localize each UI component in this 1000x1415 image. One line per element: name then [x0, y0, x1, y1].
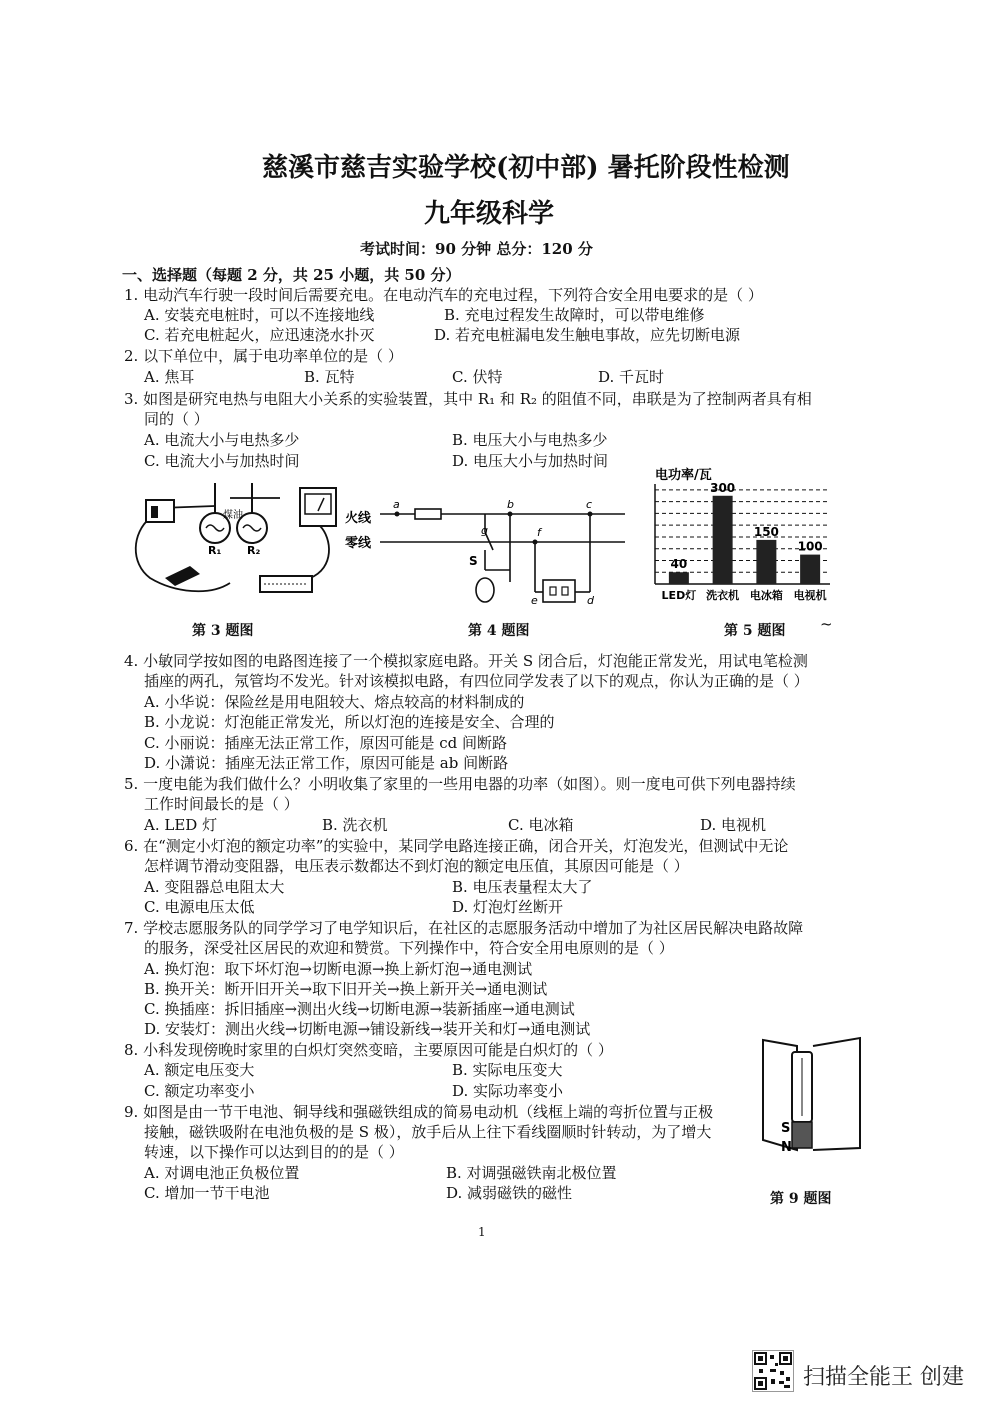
fig5-category-label: LED灯 [661, 589, 697, 602]
q5-option-b: B. 洗衣机 [322, 816, 388, 834]
fig9-motor [755, 1030, 870, 1160]
fig9-label-n: N [781, 1140, 792, 1155]
q9-stem-line1: 9. 如图是由一节干电池、铜导线和强磁铁组成的简易电动机（线框上端的弯折位置与正极 [124, 1103, 714, 1121]
q8-option-c: C. 额定功率变小 [144, 1082, 255, 1100]
q1-option-a: A. 安装充电桩时，可以不连接地线 [144, 306, 375, 324]
fig4-label-c: c [586, 498, 593, 511]
q3-stem-line1: 3. 如图是研究电热与电阻大小关系的实验装置，其中 R₁ 和 R₂ 的阻值不同，串联是为了控制两者具有相 [124, 390, 812, 408]
q6-option-b: B. 电压表量程太大了 [452, 878, 593, 896]
q4-option-b: B. 小龙说：灯泡能正常发光，所以灯泡的连接是安全、合理的 [144, 713, 555, 731]
q3-option-b: B. 电压大小与电热多少 [452, 431, 608, 449]
fig9-caption: 第 9 题图 [770, 1191, 832, 1207]
q6-stem-line2: 怎样调节滑动变阻器，电压表示数都达不到灯泡的额定电压值，其原因可能是（ ） [144, 857, 689, 875]
fig5-category-label: 电视机 [793, 589, 827, 602]
section-title: 一、选择题（每题 2 分，共 25 小题，共 50 分） [122, 266, 461, 284]
fig4-live-wire-label: 火线 [345, 511, 372, 526]
fig5-y-axis-label: 电功率/瓦 [655, 468, 712, 483]
q6-option-a: A. 变阻器总电阻太大 [144, 878, 285, 896]
q5-stem-line2: 工作时间最长的是（ ） [144, 795, 299, 813]
fig5-value-labels [671, 481, 823, 571]
fig4-node-a [395, 512, 400, 517]
fig3-caption: 第 3 题图 [192, 623, 254, 639]
fig4-switch-label: S [469, 554, 478, 568]
fig4-socket [543, 580, 575, 602]
fig3-switch [165, 566, 200, 586]
fig5-value-label: 40 [670, 557, 688, 572]
q4-option-d: D. 小潇说：插座无法正常工作，原因可能是 ab 间断路 [144, 754, 509, 772]
fig9-magnet [792, 1122, 812, 1148]
q6-option-c: C. 电源电压太低 [144, 898, 255, 916]
qr-code-pattern [753, 1351, 793, 1391]
fig5-bar-chart [645, 462, 840, 607]
q7-stem-line1: 7. 学校志愿服务队的同学学习了电学知识后，在社区的志愿服务活动中增加了为社区居民解决电路故障 [124, 919, 804, 937]
q8-stem: 8. 小科发现傍晚时家里的白炽灯突然变暗，主要原因可能是白炽灯的（ ） [124, 1041, 613, 1059]
fig3-circuit [120, 478, 350, 608]
q4-stem-line2: 插座的两孔，氖管均不发光。针对该模拟电路，有四位同学发表了以下的观点，你认为正确的是（ ） [144, 672, 809, 690]
fig4-caption: 第 4 题图 [468, 623, 530, 639]
fig5-caption: 第 5 题图 [724, 623, 786, 639]
q9-option-a: A. 对调电池正负极位置 [144, 1164, 300, 1182]
fig4-neutral-wire-label: 零线 [345, 536, 372, 551]
fig5-value-label: 150 [753, 524, 779, 539]
fig4-label-e: e [531, 594, 538, 607]
q8-option-b: B. 实际电压变大 [452, 1061, 563, 1079]
fig3-battery [146, 500, 174, 522]
q2-option-b: B. 瓦特 [304, 368, 355, 386]
q1-stem: 1. 电动汽车行驶一段时间后需要充电。在电动汽车的充电过程，下列符合安全用电要求的是（ ） [124, 286, 763, 304]
fig4-label-b: b [507, 498, 514, 511]
q5-option-d: D. 电视机 [700, 816, 767, 834]
fig3-label-r2: R₂ [247, 544, 261, 557]
qr-code [752, 1350, 794, 1392]
q4-stem-line1: 4. 小敏同学按如图的电路图连接了一个模拟家庭电路。开关 S 闭合后，灯泡能正常发光，用试电笔检测 [124, 652, 808, 670]
q9-stem-line3: 转速，以下操作可以达到目的的是（ ） [144, 1143, 404, 1161]
subject-title: 九年级科学 [424, 199, 555, 229]
q2-stem: 2. 以下单位中，属于电功率单位的是（ ） [124, 347, 403, 365]
fig5-bar [800, 555, 820, 584]
q9-option-c: C. 增加一节干电池 [144, 1184, 270, 1202]
fig5-category-label: 洗衣机 [706, 589, 740, 602]
fig5-bar [756, 540, 776, 584]
fig4-circuit [345, 492, 630, 612]
q6-stem-line1: 6. 在“测定小灯泡的额定功率”的实验中，某同学电路连接正确，闭合开关，灯泡发光，但测试中无论 [124, 837, 789, 855]
q2-option-a: A. 焦耳 [144, 368, 195, 386]
fig4-node-c [588, 512, 593, 517]
fig5-value-label: 300 [710, 480, 736, 495]
q9-stem-line2: 接触，磁铁吸附在电池负极的是 S 极），放手后从上往下看线圈顺时针转动，为了增大 [144, 1123, 712, 1141]
q7-option-a: A. 换灯泡：取下坏灯泡→切断电源→换上新灯泡→通电测试 [144, 960, 533, 978]
q9-option-d: D. 减弱磁铁的磁性 [446, 1184, 573, 1202]
q3-option-c: C. 电流大小与加热时间 [144, 452, 300, 470]
fig9-coil-right [813, 1038, 860, 1150]
q2-option-c: C. 伏特 [452, 368, 503, 386]
q8-option-d: D. 实际功率变小 [452, 1082, 564, 1100]
scanner-watermark: 扫描全能王 创建 [803, 1365, 964, 1390]
fig4-label-f: f [537, 526, 541, 539]
fig9-label-s: S [781, 1121, 791, 1136]
school-title: 慈溪市慈吉实验学校(初中部) 暑托阶段性检测 [262, 153, 790, 183]
q2-option-d: D. 千瓦时 [598, 368, 665, 386]
fig5-value-label: 100 [797, 539, 823, 554]
q5-option-c: C. 电冰箱 [508, 816, 574, 834]
fig3-label-oil: 煤油 [223, 510, 243, 521]
fig4-bulb [476, 578, 494, 602]
fig4-wiring [380, 514, 625, 592]
q1-option-d: D. 若充电桩漏电发生触电事故，应先切断电源 [434, 326, 741, 344]
q6-option-d: D. 灯泡灯丝断开 [452, 898, 564, 916]
q1-option-c: C. 若充电桩起火，应迅速浇水扑灭 [144, 326, 375, 344]
exam-info: 考试时间：90 分钟 总分：120 分 [360, 240, 593, 258]
q4-option-c: C. 小丽说：插座无法正常工作，原因可能是 cd 间断路 [144, 734, 508, 752]
q7-option-d: D. 安装灯：测出火线→切断电源→铺设新线→装开关和灯→通电测试 [144, 1020, 591, 1038]
q7-option-c: C. 换插座：拆旧插座→测出火线→切断电源→装新插座→通电测试 [144, 1000, 575, 1018]
q7-option-b: B. 换开关：断开旧开关→取下旧开关→换上新开关→通电测试 [144, 980, 548, 998]
q3-option-a: A. 电流大小与电热多少 [144, 431, 300, 449]
q9-option-b: B. 对调强磁铁南北极位置 [446, 1164, 617, 1182]
fig3-battery-cell [151, 506, 158, 518]
fig4-label-a: a [393, 498, 400, 511]
q3-option-d: D. 电压大小与加热时间 [452, 452, 609, 470]
fig4-fuse [415, 509, 441, 519]
q8-option-a: A. 额定电压变大 [144, 1061, 255, 1079]
fig5-category-labels [662, 588, 827, 602]
q7-stem-line2: 的服务，深受社区居民的欢迎和赞赏。下列操作中，符合安全用电原则的是（ ） [144, 939, 674, 957]
fig4-label-g: g [481, 524, 488, 537]
q3-stem-line2: 同的（ ） [144, 410, 209, 428]
fig5-bar [713, 496, 733, 584]
fig5-tilde-mark: ~ [820, 615, 833, 633]
fig4-node-b [508, 512, 513, 517]
fig5-category-label: 电冰箱 [749, 589, 783, 602]
fig5-bar [669, 572, 689, 584]
page-number: 1 [478, 1225, 486, 1239]
q4-option-a: A. 小华说：保险丝是用电阻较大、熔点较高的材料制成的 [144, 693, 525, 711]
fig4-node-f [533, 540, 538, 545]
fig3-label-r1: R₁ [208, 544, 222, 557]
q1-option-b: B. 充电过程发生故障时，可以带电维修 [444, 306, 705, 324]
q5-option-a: A. LED 灯 [144, 816, 218, 834]
q5-stem-line1: 5. 一度电能为我们做什么？小明收集了家里的一些用电器的功率（如图）。则一度电可供下列电器持续 [124, 775, 796, 793]
fig4-label-d: d [587, 594, 594, 607]
